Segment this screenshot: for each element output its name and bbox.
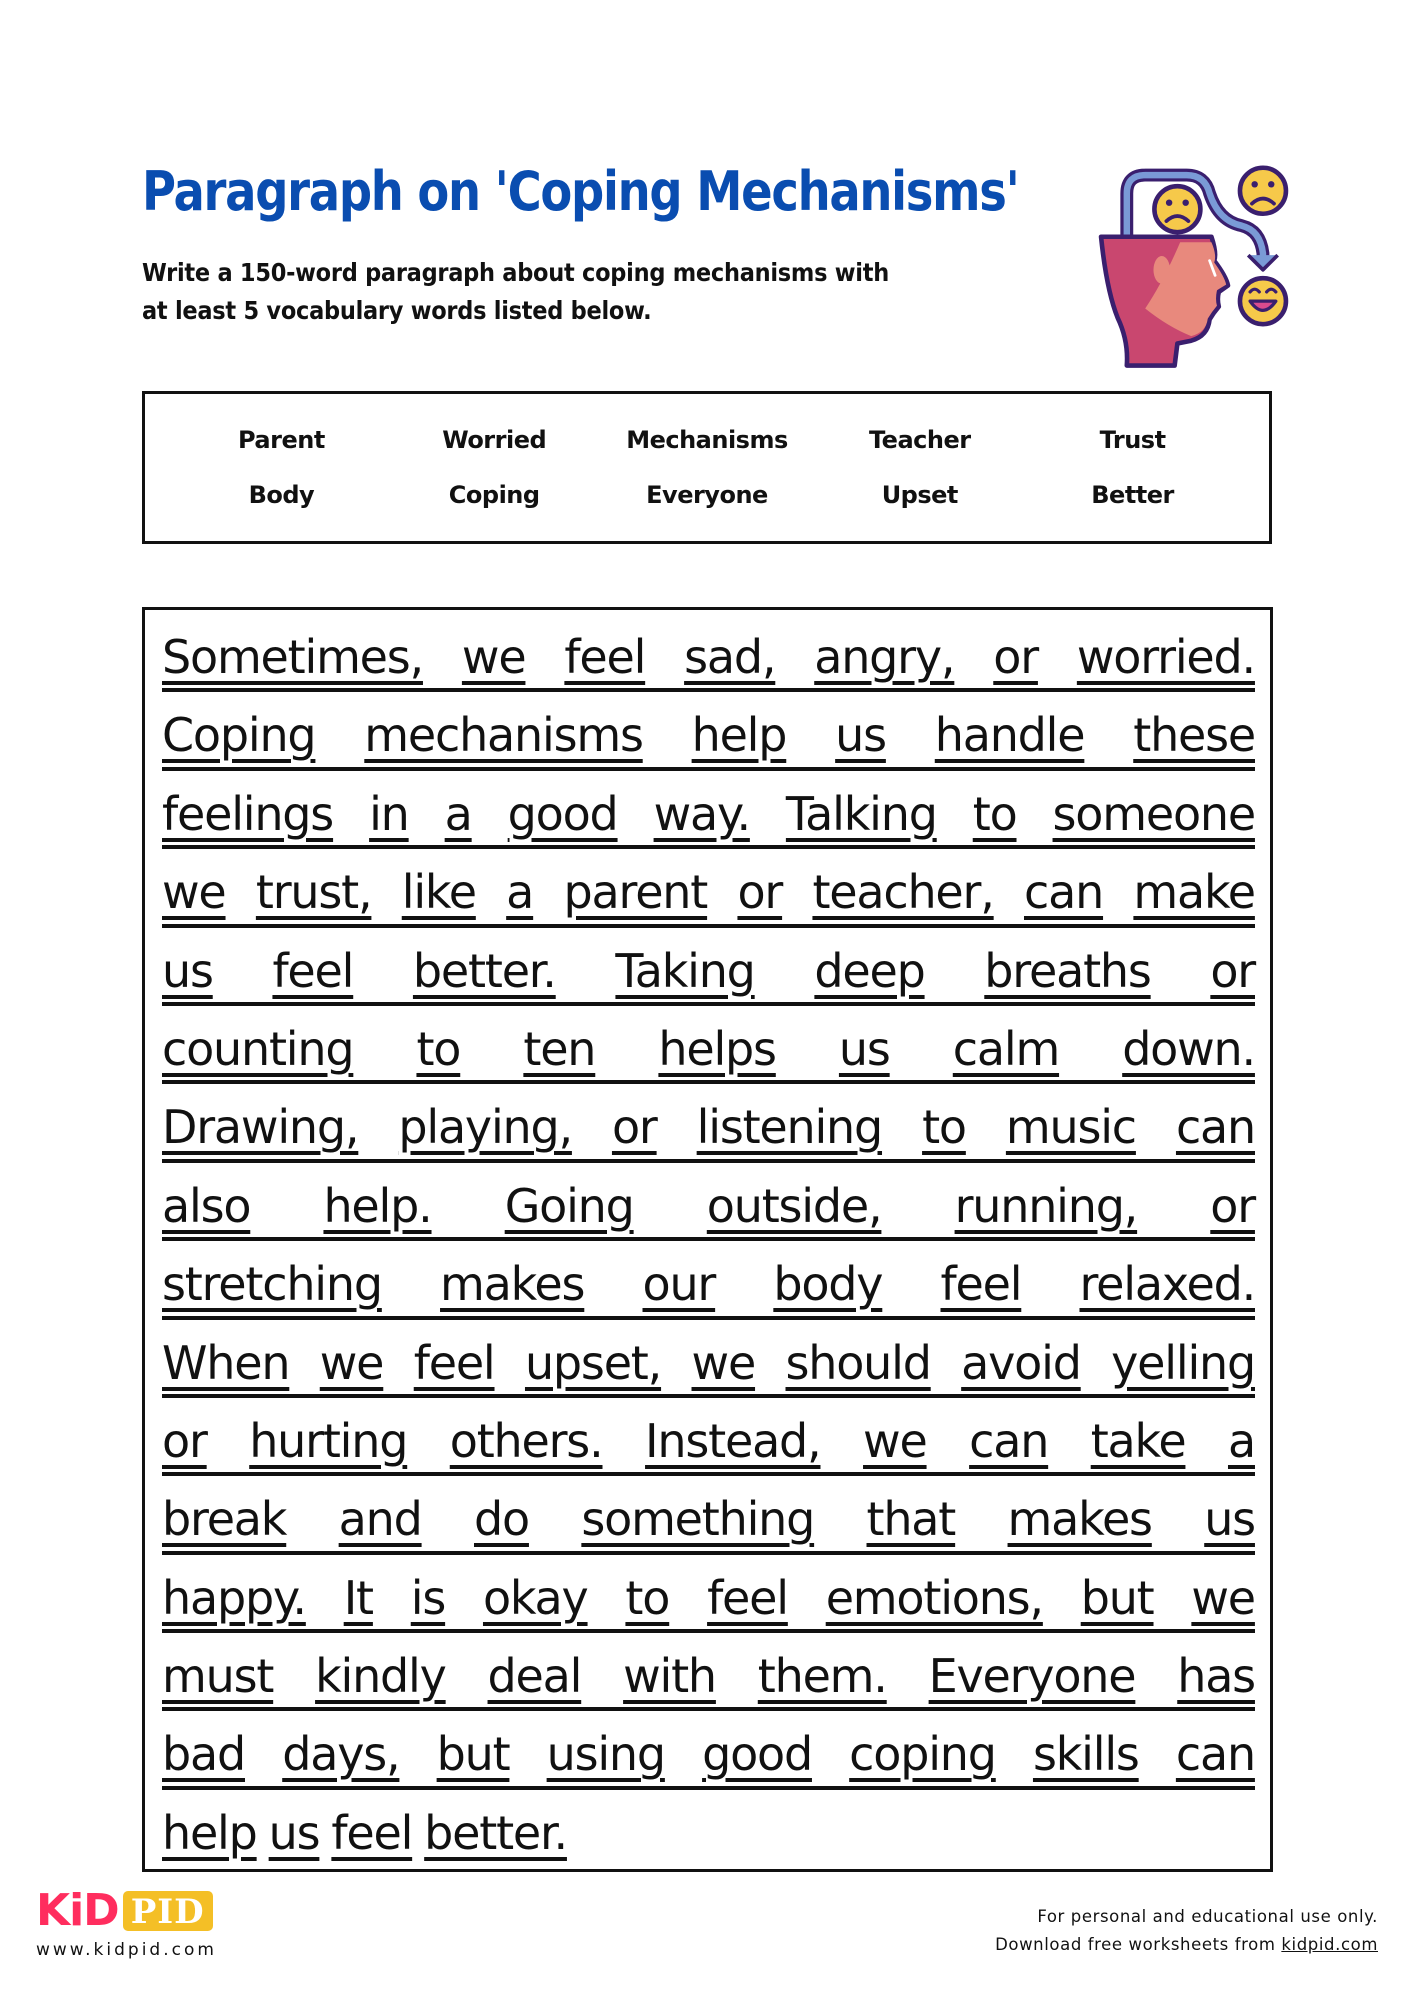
paragraph-word: take	[1090, 1413, 1186, 1468]
paragraph-word: Coping	[162, 708, 316, 763]
paragraph-word: yelling	[1111, 1335, 1255, 1390]
paragraph-word: can	[969, 1413, 1049, 1468]
paragraph-word: worried.	[1076, 630, 1255, 684]
paragraph-word: do	[474, 1492, 529, 1547]
paragraph-word: but	[1080, 1570, 1154, 1625]
paragraph-word: a	[1227, 1413, 1255, 1468]
paragraph-line	[162, 1245, 1255, 1323]
vocab-word: Worried	[442, 425, 547, 454]
download-note-text: Download free worksheets from	[995, 1935, 1282, 1954]
vocab-word: Everyone	[646, 481, 768, 510]
paragraph-word: deal	[487, 1649, 582, 1704]
paragraph-word: we	[863, 1413, 927, 1468]
paragraph-word: angry,	[814, 630, 955, 684]
paragraph-word: playing,	[398, 1100, 572, 1155]
vocab-word: Better	[1091, 481, 1174, 510]
paragraph-word: us	[835, 708, 886, 763]
paragraph-word: makes	[1007, 1492, 1152, 1547]
paragraph-word: in	[369, 786, 409, 841]
paragraph-word: deep	[814, 943, 925, 998]
kidpid-logo	[36, 1885, 217, 1960]
paragraph-word: break	[162, 1492, 287, 1547]
paragraph-line	[162, 1010, 1255, 1088]
paragraph-word: can	[1175, 1100, 1255, 1155]
paragraph-word: feelings	[162, 786, 334, 841]
paragraph-word: we	[162, 865, 226, 920]
paragraph-word: can	[1175, 1727, 1255, 1782]
paragraph-word: avoid	[961, 1335, 1081, 1390]
paragraph-word: and	[338, 1492, 422, 1547]
paragraph-word: a	[506, 865, 534, 920]
paragraph-word: should	[785, 1335, 931, 1390]
paragraph-word: we	[461, 630, 526, 684]
paragraph-word: kindly	[315, 1649, 446, 1704]
usage-note: For personal and educational use only.	[1037, 1907, 1378, 1926]
paragraph-word: others.	[449, 1413, 603, 1468]
paragraph-word: us	[162, 943, 213, 998]
paragraph-word: feel	[331, 1805, 413, 1860]
paragraph-word: Sometimes,	[162, 630, 423, 684]
paragraph-word: coping	[849, 1727, 996, 1782]
paragraph-word: feel	[564, 630, 646, 684]
paragraph-line	[162, 1794, 568, 1872]
paragraph-line	[162, 1637, 1255, 1715]
paragraph-word: Talking	[785, 786, 937, 841]
paragraph-word: days,	[282, 1727, 400, 1782]
paragraph-word: music	[1005, 1100, 1136, 1155]
paragraph-word: help	[162, 1805, 257, 1860]
paragraph-word: feel	[413, 1335, 495, 1390]
paragraph-line	[162, 618, 1255, 696]
paragraph-word: listening	[696, 1100, 883, 1155]
paragraph-word: Going	[504, 1178, 634, 1233]
paragraph-word: must	[162, 1649, 274, 1704]
paragraph-word: is	[410, 1570, 446, 1625]
paragraph-word: we	[691, 1335, 756, 1390]
paragraph-word: okay	[482, 1570, 588, 1625]
paragraph-word: skills	[1032, 1727, 1139, 1782]
paragraph-word: teacher,	[812, 865, 994, 920]
paragraph-line	[162, 1088, 1255, 1166]
paragraph-word: bad	[162, 1727, 245, 1782]
paragraph-line	[162, 1402, 1255, 1480]
paragraph-word: calm	[952, 1021, 1060, 1076]
paragraph-line	[162, 932, 1255, 1010]
page-title: Paragraph on 'Coping Mechanisms'	[142, 160, 1019, 223]
paragraph-word: good	[507, 786, 618, 841]
paragraph-word: running,	[954, 1178, 1138, 1233]
kidpid-link[interactable]: kidpid.com	[1281, 1935, 1378, 1954]
paragraph-word: these	[1133, 708, 1255, 763]
paragraph-word: something	[581, 1492, 815, 1547]
paragraph-word: down.	[1122, 1021, 1255, 1076]
paragraph-line	[162, 1480, 1255, 1558]
vocab-word: Parent	[237, 425, 325, 454]
vocab-word: Upset	[881, 481, 958, 510]
paragraph-word: or	[1210, 1178, 1255, 1233]
paragraph-word: us	[838, 1021, 890, 1076]
paragraph-word: body	[773, 1257, 883, 1312]
paragraph-word: feel	[940, 1257, 1022, 1312]
paragraph-word: outside,	[706, 1178, 882, 1233]
vocab-word: Mechanisms	[626, 425, 788, 454]
paragraph-word: we	[1191, 1570, 1255, 1625]
paragraph-word: or	[737, 865, 783, 920]
vocab-word: Body	[248, 481, 315, 510]
paragraph-word: helps	[658, 1021, 776, 1076]
vocab-word: Coping	[448, 481, 540, 510]
paragraph-line	[162, 775, 1255, 853]
paragraph-word: stretching	[162, 1257, 382, 1312]
instructions-line-2: at least 5 vocabulary words listed below.	[142, 296, 652, 325]
paragraph-word: a	[444, 786, 472, 841]
paragraph-word: makes	[440, 1257, 585, 1312]
paragraph-word: emotions,	[825, 1570, 1043, 1625]
paragraph-word: breaths	[984, 943, 1151, 998]
paragraph-line	[162, 1559, 1255, 1637]
paragraph-line	[162, 1715, 1255, 1793]
paragraph-word: like	[401, 865, 476, 920]
paragraph-word: to	[972, 786, 1017, 841]
paragraph-word: trust,	[255, 865, 372, 920]
paragraph-word: feel	[707, 1570, 788, 1625]
paragraph-word: help	[691, 708, 787, 763]
paragraph-word: with	[623, 1649, 716, 1704]
paragraph-word: counting	[162, 1021, 354, 1076]
paragraph-word: also	[162, 1178, 251, 1233]
instructions-line-1: Write a 150-word paragraph about coping mechanisms with	[142, 258, 889, 287]
paragraph-word: us	[1204, 1492, 1255, 1547]
paragraph-line	[162, 1324, 1255, 1402]
paragraph-word: or	[162, 1413, 207, 1468]
paragraph-word: using	[546, 1727, 665, 1782]
paragraph-writing-box	[142, 607, 1273, 1872]
paragraph-word: mechanisms	[364, 708, 643, 763]
paragraph-word: that	[866, 1492, 956, 1547]
paragraph-word: better.	[424, 1805, 567, 1860]
paragraph-word: or	[611, 1100, 657, 1155]
footer-note	[995, 1903, 1378, 1959]
paragraph-word: parent	[563, 865, 708, 920]
download-note	[995, 1931, 1378, 1959]
paragraph-word: happy.	[162, 1570, 306, 1625]
paragraph-word: Everyone	[928, 1649, 1136, 1704]
logo-url: www.kidpid.com	[36, 1940, 217, 1960]
paragraph-word: us	[268, 1805, 320, 1860]
paragraph-word: to	[625, 1570, 670, 1625]
head-with-emotions-illustration	[1090, 150, 1320, 375]
paragraph-word: but	[436, 1727, 510, 1782]
vocab-word: Teacher	[868, 425, 971, 454]
paragraph-word: handle	[934, 708, 1085, 763]
paragraph-word: to	[922, 1100, 966, 1155]
paragraph-word: or	[1210, 943, 1255, 998]
paragraph-line	[162, 853, 1255, 931]
paragraph-word: It	[343, 1570, 373, 1625]
paragraph-line	[162, 1167, 1255, 1245]
paragraph-word: way.	[653, 786, 750, 841]
paragraph-word: good	[702, 1727, 812, 1782]
paragraph-word: better.	[412, 943, 556, 998]
paragraph-word: our	[642, 1257, 716, 1312]
paragraph-word: make	[1133, 865, 1255, 920]
paragraph-word: upset,	[524, 1335, 662, 1390]
paragraph-word: can	[1024, 865, 1104, 920]
paragraph-word: we	[319, 1335, 384, 1390]
paragraph-word: relaxed.	[1079, 1257, 1255, 1312]
paragraph-word: sad,	[684, 630, 776, 684]
paragraph-word: help.	[323, 1178, 432, 1233]
paragraph-word: has	[1177, 1649, 1255, 1704]
paragraph-word: someone	[1052, 786, 1255, 841]
paragraph-word: ten	[523, 1021, 596, 1076]
paragraph-word: them.	[757, 1649, 887, 1704]
paragraph-word: hurting	[249, 1413, 408, 1468]
vocabulary-word-bank	[142, 391, 1272, 544]
paragraph-line	[162, 696, 1255, 774]
paragraph-word: to	[416, 1021, 461, 1076]
instructions	[142, 254, 1042, 330]
logo-pid-badge: PID	[123, 1891, 213, 1931]
paragraph-word: Taking	[615, 943, 755, 998]
logo-kid-text: KiD	[36, 1885, 119, 1936]
paragraph-word: Instead,	[645, 1413, 821, 1468]
paragraph-word: feel	[272, 943, 354, 998]
paragraph-word: or	[993, 630, 1038, 684]
paragraph-word: When	[162, 1335, 290, 1390]
vocab-word: Trust	[1099, 425, 1166, 454]
paragraph-word: Drawing,	[162, 1100, 359, 1155]
